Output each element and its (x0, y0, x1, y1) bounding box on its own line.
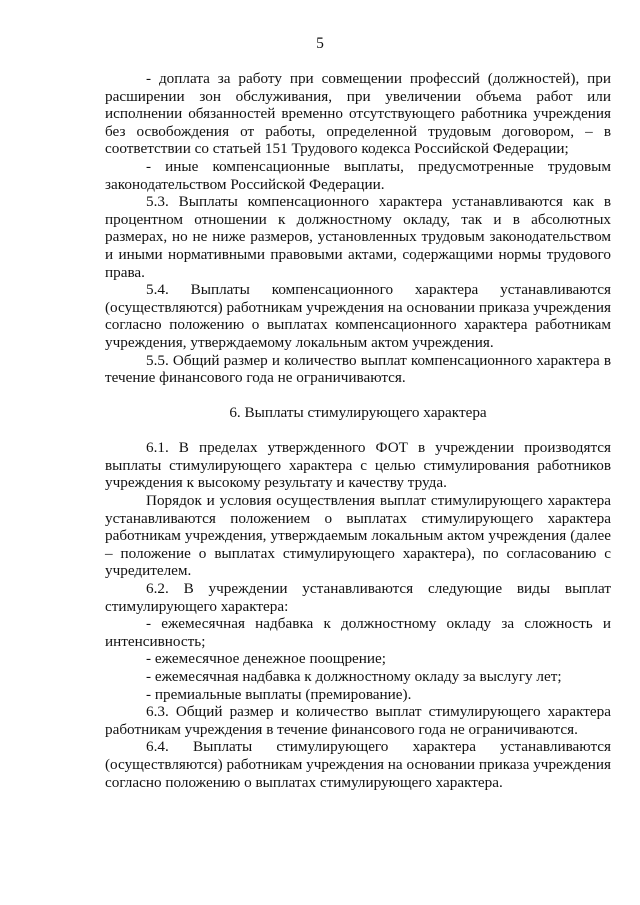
paragraph-5-3: 5.3. Выплаты компенсационного характера устанавливаются как в процентном отношении к должностному окладу, так и в абсолютных размерах, но не ниже размеров, установленных трудовым законодательством и иными нормативными правовыми актами, содержащими нормы трудового права. (105, 193, 611, 281)
list-item-monthly-reward: - ежемесячное денежное поощрение; (146, 650, 387, 668)
paragraph-5-4: 5.4. Выплаты компенсационного характера устанавливаются (осуществляются) работникам учреждения на основании приказа учреждения согласно положению о выплатах компенсационного характера работникам учреждения, утверждаемому локальным актом учреждения. (105, 281, 611, 351)
paragraph-additional-pay: - доплата за работу при совмещении профессий (должностей), при расширении зон обслуживания, при увеличении объема работ или исполнении обязанностей временно отсутствующего работника учреждения без освобождения от работы, определенной трудовым договором, – в соответствии со статьей 151 Трудового кодекса Российской Федерации; (105, 70, 611, 158)
paragraph-6-3: 6.3. Общий размер и количество выплат стимулирующего характера работникам учреждения в течение финансового года не ограничиваются. (105, 703, 611, 738)
page-number: 5 (316, 35, 324, 52)
document-body (105, 70, 611, 791)
section-6-heading: 6. Выплаты стимулирующего характера (229, 403, 487, 421)
paragraph-5-5: 5.5. Общий размер и количество выплат компенсационного характера в течение финансового года не ограничиваются. (105, 351, 611, 387)
list-item-complexity-bonus: - ежемесячная надбавка к должностному окладу за сложность и интенсивность; (105, 615, 611, 650)
paragraph-procedure: Порядок и условия осуществления выплат стимулирующего характера устанавливаются положением о выплатах стимулирующего характера работникам учреждения, утверждаемым локальным актом учреждения (далее – положение о выплатах стимулирующего характера), по согласованию с учредителем. (105, 492, 611, 580)
list-item-seniority-bonus: - ежемесячная надбавка к должностному окладу за выслугу лет; (146, 668, 562, 685)
paragraph-6-4: 6.4. Выплаты стимулирующего характера устанавливаются (осуществляются) работникам учреждения на основании приказа учреждения согласно положению о выплатах стимулирующего характера. (105, 738, 611, 791)
paragraph-6-1: 6.1. В пределах утвержденного ФОТ в учреждении производятся выплаты стимулирующего характера с целью стимулирования работников учреждения к высокому результату и качеству труда. (105, 439, 611, 492)
list-item-premium-payments: - премиальные выплаты (премирование). (146, 685, 412, 703)
paragraph-6-2: 6.2. В учреждении устанавливаются следующие виды выплат стимулирующего характера: (105, 580, 611, 615)
paragraph-other-compensation: - иные компенсационные выплаты, предусмотренные трудовым законодательством Российской Федерации. (105, 157, 611, 193)
